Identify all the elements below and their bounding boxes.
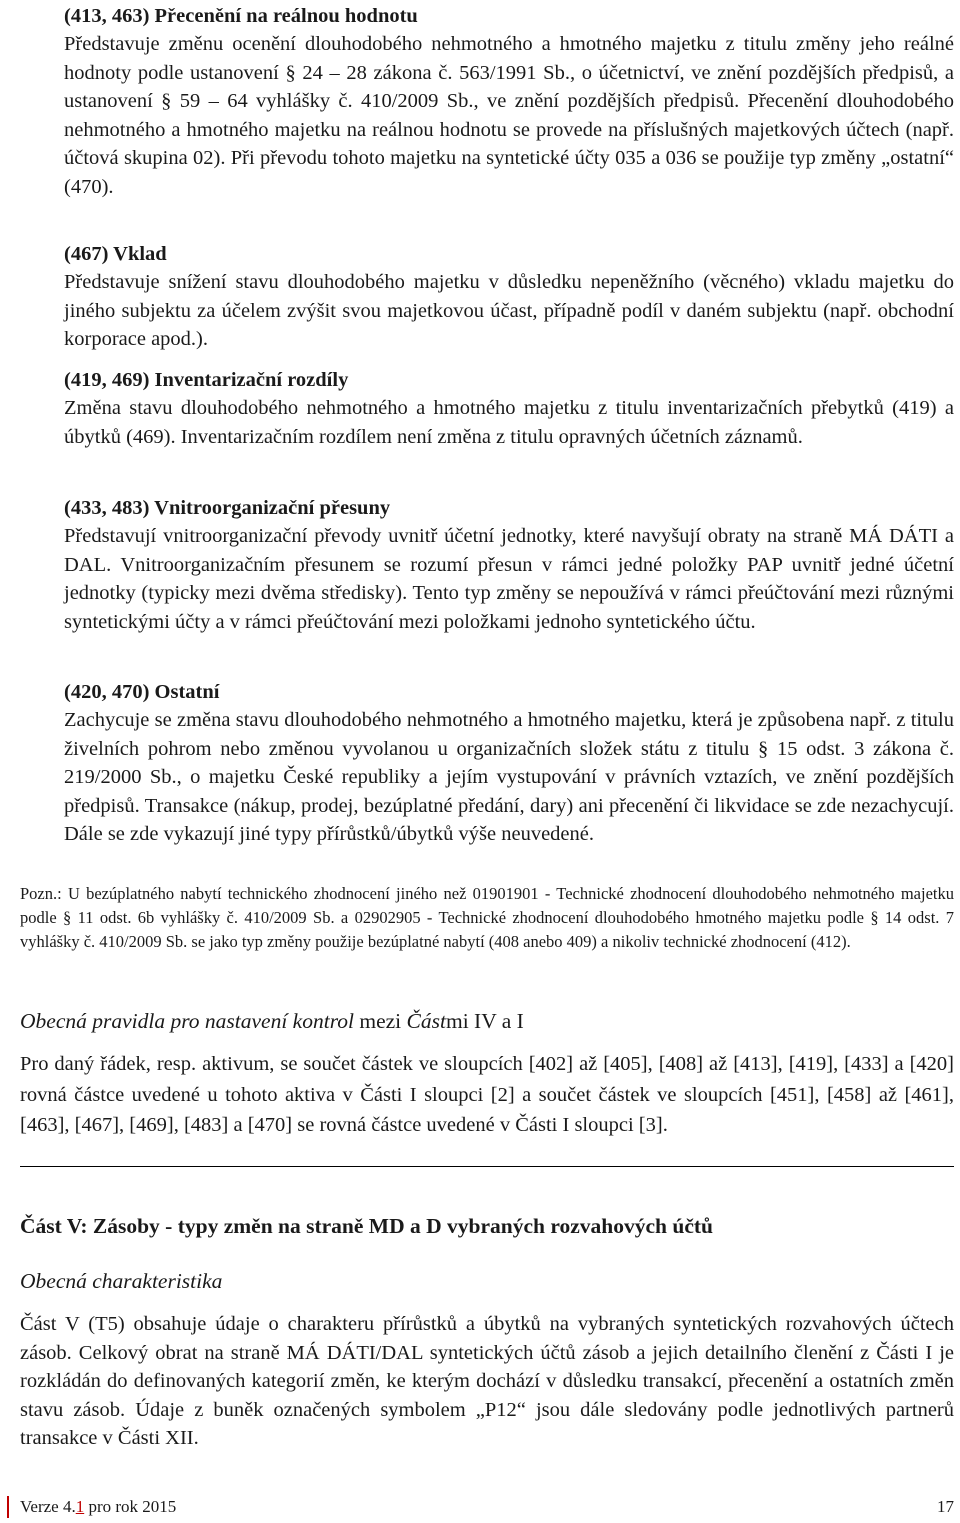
rules-title-plain-suffix: mi IV a I <box>445 1009 524 1033</box>
part-subtitle: Obecná charakteristika <box>20 1269 223 1293</box>
rules-title-italic-part: Část <box>406 1009 446 1033</box>
rules-title-plain: mezi <box>354 1009 407 1033</box>
section-heading: (467) Vklad <box>64 243 167 265</box>
section-text: Představuje změnu ocenění dlouhodobého nehmotného a hmotného majetku z titulu změny jeho reálné hodnoty podle ustanovení § 24 – 28 zákona č. 563/1991 Sb., o účetnictví, ve znění pozdějších předpisů, a ustanovení § 59 – 64 vyhlášky č. 410/2009 Sb., ve znění pozdějších předpisů. Přecenění dlouhodobého nehmotného a hmotného majetku na reálnou hodnotu se provede na příslušných majetkových účtech (např. účtová skupina 02). Při převodu tohoto majetku na syntetické účty 035 a 036 se použije typ změny „ostatní“ (470). <box>64 33 954 198</box>
section-other <box>64 678 954 849</box>
section-text: Představuje snížení stavu dlouhodobého majetku v důsledku nepeněžního (věcného) vkladu majetku do jiného subjektu za účelem zvýšit svou majetkovou účast, případně podíl v daném subjektu (např. obchodní korporace apod.). <box>64 271 954 350</box>
section-heading: (420, 470) Ostatní <box>64 681 220 703</box>
note-paragraph: Pozn.: U bezúplatného nabytí technického zhodnocení jiného než 01901901 - Technické zhodnocení dlouhodobého nehmotného majetku podle § 11 odst. 6b vyhlášky č. 410/2009 Sb. a 02902905 - Technické zhodnocení dlouhodobého hmotného majetku podle § 14 odst. 7 vyhlášky č. 410/2009 Sb. se jako typ změny použije bezúplatné nabytí (408 anebo 409) a nikoliv technické zhodnocení (412). <box>20 884 954 951</box>
section-heading: (433, 483) Vnitroorganizační přesuny <box>64 497 391 519</box>
rules-title-italic: Obecná pravidla pro nastavení kontrol <box>20 1009 354 1033</box>
version-label <box>20 1494 176 1520</box>
version-mark: 1 <box>75 1497 85 1516</box>
section-internal-transfers <box>64 494 954 636</box>
revision-bar <box>7 1496 9 1518</box>
rules-title <box>20 1009 524 1034</box>
section-heading: (413, 463) Přecenění na reálnou hodnotu <box>64 5 418 27</box>
section-inventory-differences <box>64 366 954 451</box>
page-footer <box>0 1494 954 1520</box>
section-remeasurement <box>64 2 954 201</box>
section-text: Zachycuje se změna stavu dlouhodobého nehmotného a hmotného majetku, která je způsobena např. z titulu živelních pohrom nebo změnou vyvolanou u organizačních složek státu z titulu § 15 odst. 3 zákona č. 219/2000 Sb., o majetku České republiky a jejím vystupování v právních vztazích, ve znění pozdějších předpisů. Transakce (nákup, prodej, bezúplatné předání, dary) ani přecenění či likvidace se zde nezachycují. Dále se zde vykazují jiné typy přírůstků/úbytků výše neuvedené. <box>64 709 954 845</box>
section-deposit <box>64 240 954 354</box>
section-heading: (419, 469) Inventarizační rozdíly <box>64 369 349 391</box>
page-number: 17 <box>937 1497 954 1516</box>
part-text: Část V (T5) obsahuje údaje o charakteru přírůstků a úbytků na vybraných syntetických rozvahových účtech zásob. Celkový obrat na straně MÁ DÁTI/DAL syntetických účtů zásob a jejich detailního členění z Části I je rozkládán do definovaných kategorií změn, ke kterým dochází v důsledku transakcí, přecenění a ostatních změn stavu zásob. Údaje z buněk označených symbolem „P12“ jsou dále sledovány podle jednotlivých partnerů transakce v Části XII. <box>20 1313 954 1449</box>
section-text: Představují vnitroorganizační převody uvnitř účetní jednotky, které navyšují obraty na straně MÁ DÁTI a DAL. Vnitroorganizačním přesunem se rozumí přesun v rámci jedné položky PAP uvnitř jedné účetní jednotky (typicky mezi dvěma středisky). Tento typ změny se nepoužívá v rámci přeúčtování mezi různými syntetickými účty a v rámci přeúčtování mezi položkami jednoho syntetického účtu. <box>64 525 954 633</box>
section-text: Změna stavu dlouhodobého nehmotného a hmotného majetku z titulu inventarizačních přebytků (419) a úbytků (469). Inventarizačním rozdílem není změna z titulu opravných účetních záznamů. <box>64 397 954 448</box>
version-suffix: pro rok 2015 <box>84 1497 177 1516</box>
part-title: Část V: Zásoby - typy změn na straně MD a D vybraných rozvahových účtů <box>20 1214 713 1238</box>
rules-text: Pro daný řádek, resp. aktivum, se součet částek ve sloupcích [402] až [405], [408] až [413], [419], [433] a [420] rovná částce uvedené u tohoto aktiva v Části I sloupci [2] a součet částek ve sloupcích [451], [458] až [461], [463], [467], [469], [483] a [470] se rovná částce uvedené v Části I sloupci [3]. <box>20 1053 954 1136</box>
divider <box>20 1166 954 1167</box>
version-prefix: Verze 4. <box>20 1497 76 1516</box>
